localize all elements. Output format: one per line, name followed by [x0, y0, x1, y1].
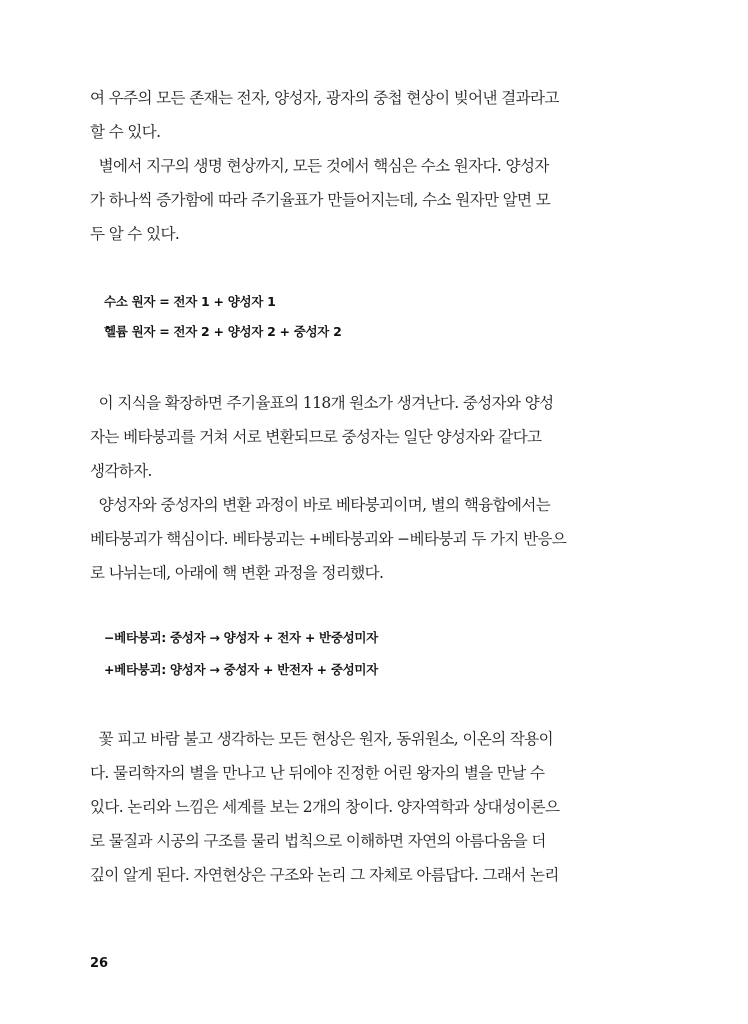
- text-line: 가 하나씩 증가함에 따라 주기율표가 만들어지는데, 수소 원자만 알면 모: [90, 191, 551, 209]
- text-line: 로 물질과 시공의 구조를 물리 법칙으로 이해하면 자연의 아름다움을 더: [90, 832, 546, 850]
- equation-beta-minus: −베타붕괴: 중성자 → 양성자 + 전자 + 반중성미자: [104, 630, 378, 645]
- page-number: 26: [90, 956, 109, 971]
- text-line: 생각하자.: [90, 462, 152, 480]
- text-line: 여 우주의 모든 존재는 전자, 양성자, 광자의 중첩 현상이 빚어낸 결과라고: [90, 89, 559, 107]
- text-line: 꽃 피고 바람 불고 생각하는 모든 현상은 원자, 동위원소, 이온의 작용이: [90, 730, 554, 748]
- text-line: 다. 물리학자의 별을 만나고 난 뒤에야 진정한 어린 왕자의 별을 만날 수: [90, 764, 545, 782]
- text-line: 자는 베타붕괴를 거쳐 서로 변환되므로 중성자는 일단 양성자와 같다고: [90, 428, 542, 446]
- text-line: 있다. 논리와 느낌은 세계를 보는 2개의 창이다. 양자역학과 상대성이론으: [90, 798, 560, 816]
- text-line: 로 나뉘는데, 아래에 핵 변환 과정을 정리했다.: [90, 564, 384, 582]
- text-line: 두 알 수 있다.: [90, 225, 180, 243]
- text-line: 별에서 지구의 생명 현상까지, 모든 것에서 핵심은 수소 원자다. 양성자: [90, 157, 549, 175]
- text-line: 이 지식을 확장하면 주기율표의 118개 원소가 생겨난다. 중성자와 양성: [90, 394, 554, 412]
- text-line: 양성자와 중성자의 변환 과정이 바로 베타붕괴이며, 별의 핵융합에서는: [90, 496, 551, 514]
- text-line: 할 수 있다.: [90, 123, 161, 141]
- equation-helium: 헬륨 원자 = 전자 2 + 양성자 2 + 중성자 2: [104, 324, 342, 339]
- text-line: 베타붕괴가 핵심이다. 베타붕괴는 +베타붕괴와 −베타붕괴 두 가지 반응으: [90, 530, 567, 548]
- text-line: 깊이 알게 된다. 자연현상은 구조와 논리 그 자체로 아름답다. 그래서 논리: [90, 866, 559, 884]
- equation-hydrogen: 수소 원자 = 전자 1 + 양성자 1: [104, 294, 276, 309]
- equation-beta-plus: +베타붕괴: 양성자 → 중성자 + 반전자 + 중성미자: [104, 662, 378, 677]
